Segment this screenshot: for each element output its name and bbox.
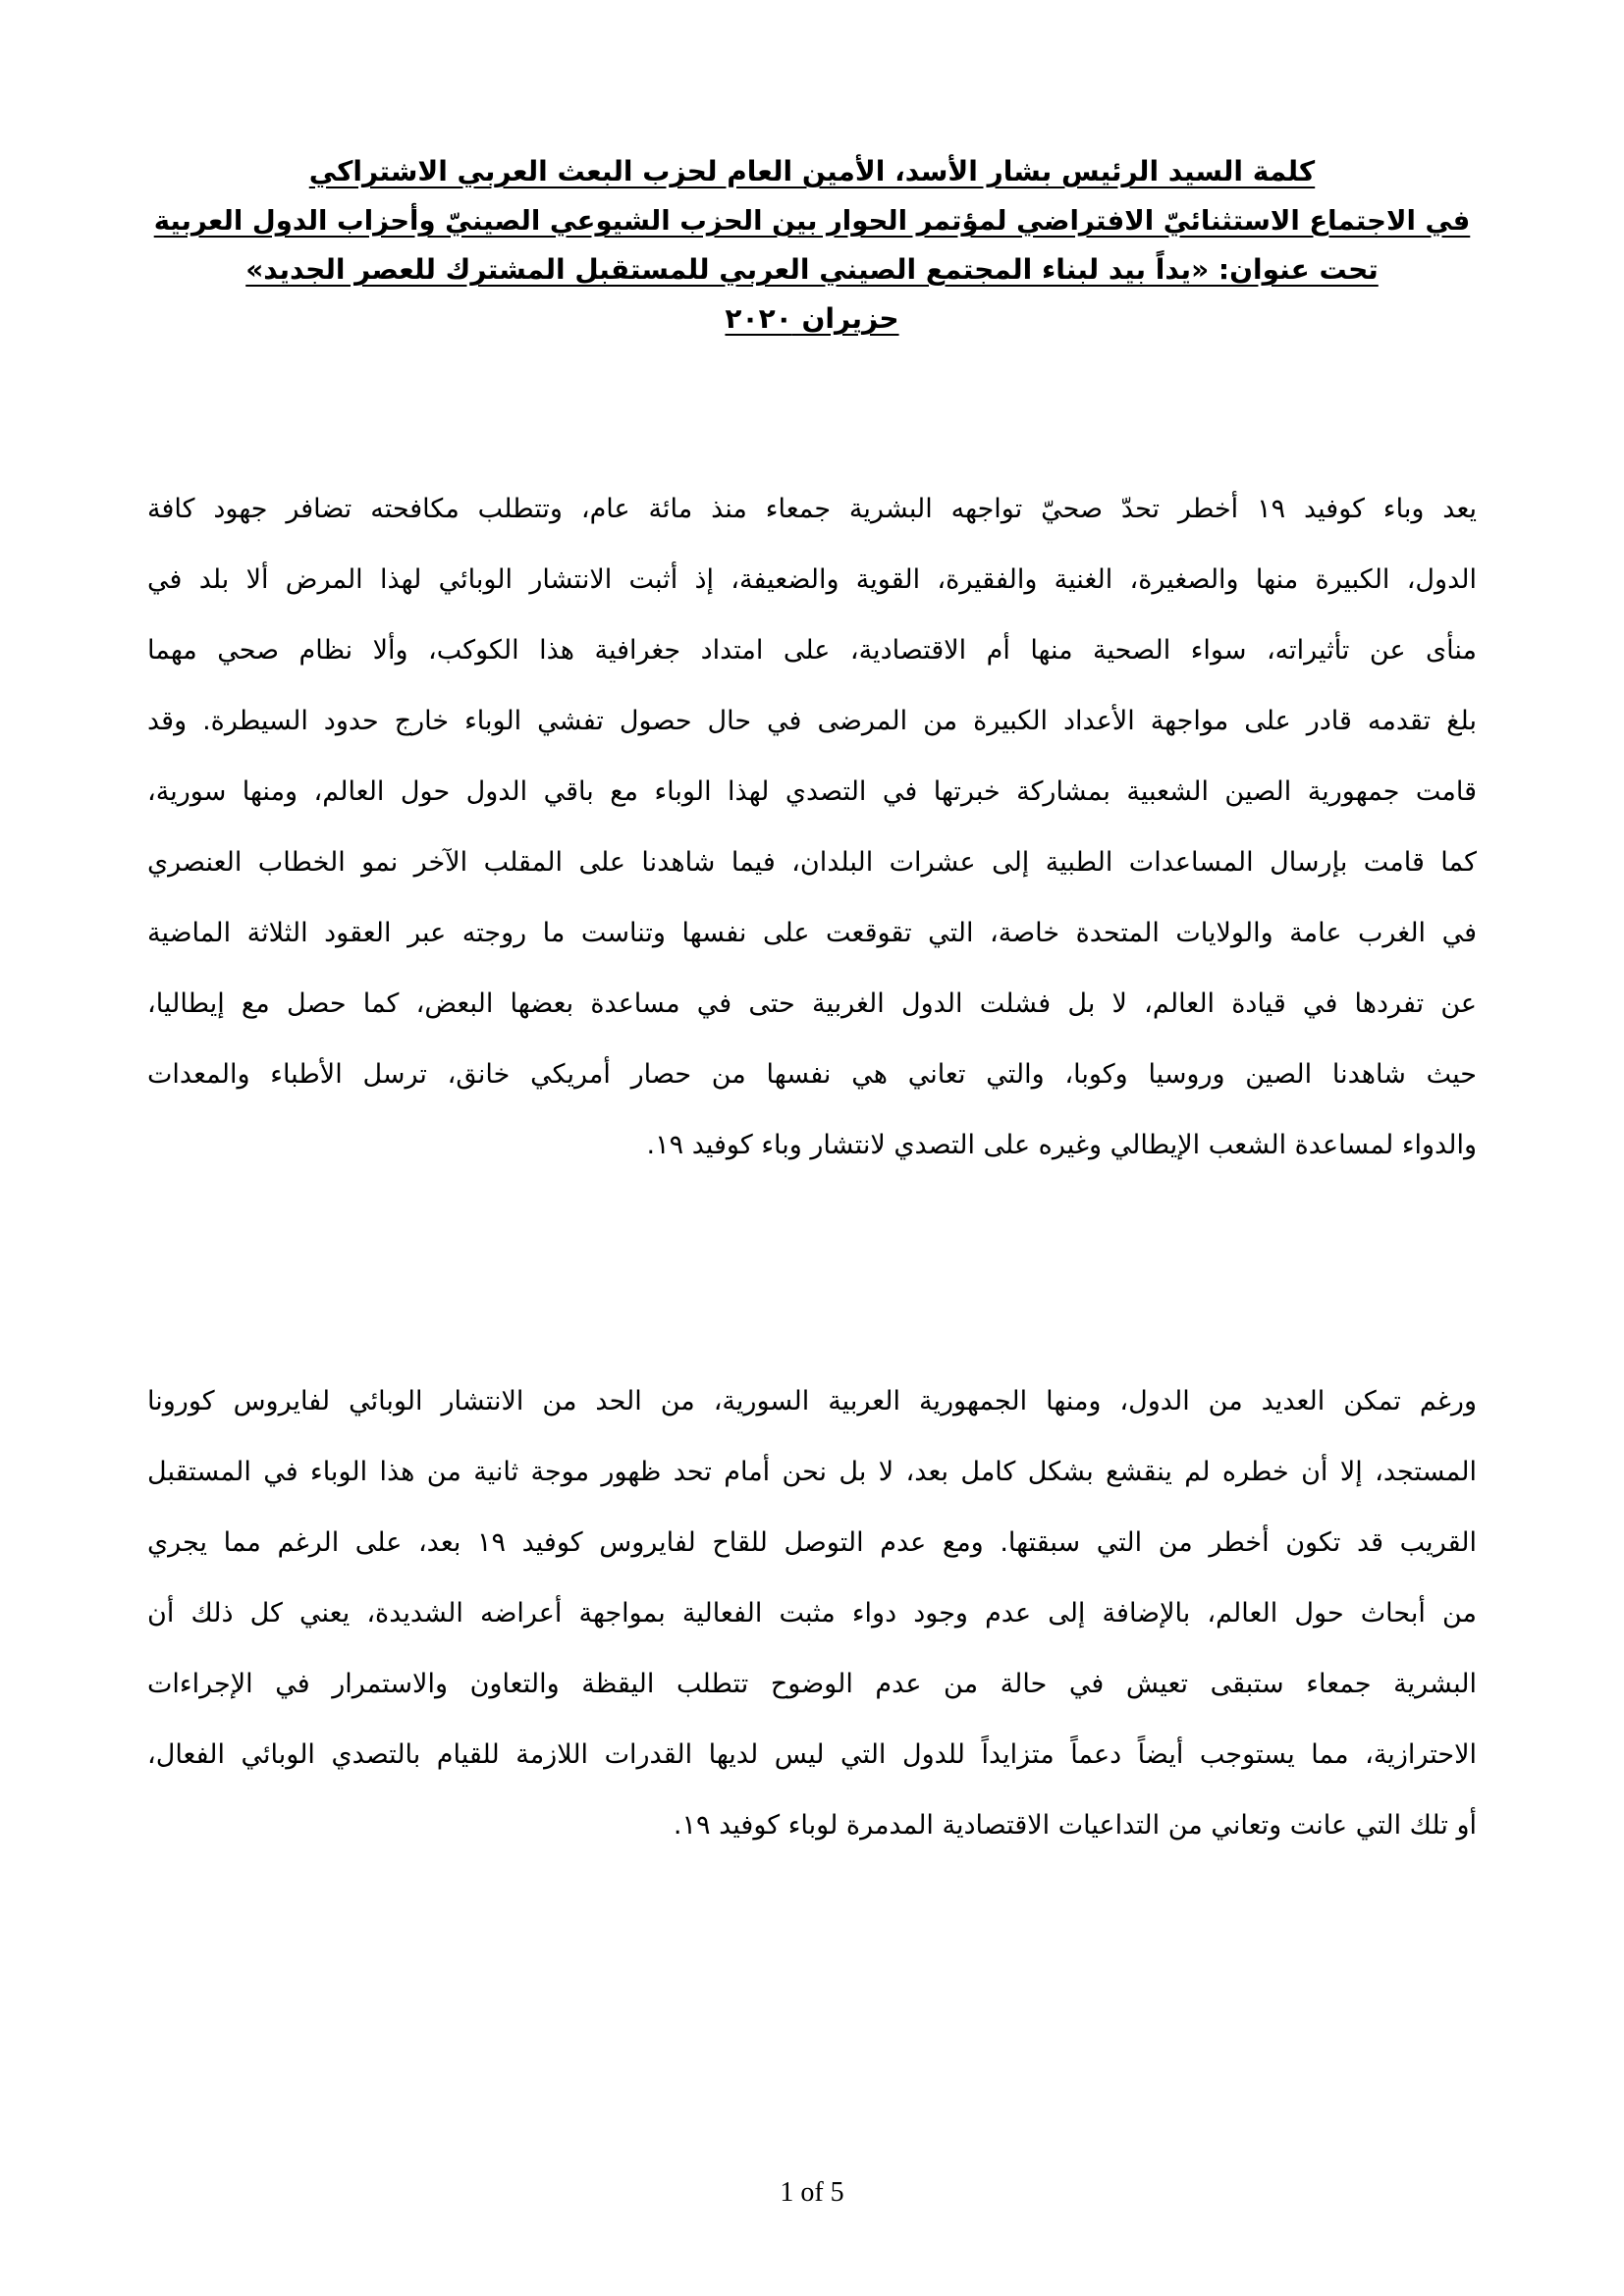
paragraph-line: القريب قد تكون أخطر من التي سبقتها. ومع عدم التوصل للقاح لفايروس كوفيد ١٩ بعد، على الرغم مما يجري <box>147 1527 1477 1558</box>
paragraph-line: الاحترازية، مما يستوجب أيضاً دعماً متزايداً للدول التي ليس لديها القدرات اللازمة للقيام بالتصدي الوبائي الفعال، <box>147 1739 1477 1770</box>
paragraph-line: البشرية جمعاء ستبقى تعيش في حالة من عدم الوضوح تتطلب اليقظة والتعاون والاستمرار في الإجراءات <box>147 1669 1477 1699</box>
title-line-2: في الاجتماع الاستثنائيّ الافتراضي لمؤتمر الحوار بين الحزب الشيوعي الصينيّ وأحزاب الدول العربية <box>153 205 1471 237</box>
page-number-footer: 1 of 5 <box>780 2177 844 2208</box>
title-line-3: تحت عنوان: «يداً بيد لبناء المجتمع الصيني العربي للمستقبل المشترك للعصر الجديد» <box>245 253 1379 286</box>
paragraph-line: حيث شاهدنا الصين وروسيا وكوبا، والتي تعاني هي نفسها من حصار أمريكي خانق، ترسل الأطباء والمعدات <box>147 1059 1477 1090</box>
paragraph-line: بلغ تقدمه قادر على مواجهة الأعداد الكبيرة من المرضى في حال حصول تفشي الوباء خارج حدود السيطرة. وقد <box>147 706 1477 736</box>
body-paragraph-2 <box>147 1366 1477 1861</box>
paragraph-line: في الغرب عامة والولايات المتحدة خاصة، التي تقوقعت على نفسها وتناست ما روجته عبر العقود الثلاثة الماضية <box>147 918 1477 948</box>
paragraph-line: من أبحاث حول العالم، بالإضافة إلى عدم وجود دواء مثبت الفعالية بمواجهة أعراضه الشديدة، يعني كل ذلك أن <box>147 1598 1477 1629</box>
document-title-block <box>147 147 1477 344</box>
paragraph-line: ورغم تمكن العديد من الدول، ومنها الجمهورية العربية السورية، من الحد من الانتشار الوبائي لفايروس كورونا <box>147 1386 1477 1416</box>
paragraph-line: يعد وباء كوفيد ١٩ أخطر تحدّ صحيّ تواجهه البشرية جمعاء منذ مائة عام، وتتطلب مكافحته تضافر جهود كافة <box>147 494 1477 524</box>
paragraph-line: كما قامت بإرسال المساعدات الطبية إلى عشرات البلدان، فيما شاهدنا على المقلب الآخر نمو الخطاب العنصري <box>147 847 1477 878</box>
paragraph-line: الدول، الكبيرة منها والصغيرة، الغنية والفقيرة، القوية والضعيفة، إذ أثبت الانتشار الوبائي لهذا المرض ألا بلد في <box>147 564 1477 595</box>
paragraph-line: منأى عن تأثيراته، سواء الصحية منها أم الاقتصادية، على امتداد جغرافية هذا الكوكب، وألا نظام صحي مهما <box>147 635 1477 666</box>
paragraph-line: المستجد، إلا أن خطره لم ينقشع بشكل كامل بعد، لا بل نحن أمام تحد ظهور موجة ثانية من هذا الوباء في المستقبل <box>147 1457 1477 1487</box>
title-line-1: كلمة السيد الرئيس بشار الأسد، الأمين العام لحزب البعث العربي الاشتراكي <box>308 155 1316 187</box>
paragraph-line: قامت جمهورية الصين الشعبية بمشاركة خبرتها في التصدي لهذا الوباء مع باقي الدول حول العالم، ومنها سورية، <box>147 776 1477 807</box>
paragraph-line: أو تلك التي عانت وتعاني من التداعيات الاقتصادية المدمرة لوباء كوفيد ١٩. <box>673 1810 1477 1841</box>
body-paragraph-1 <box>147 474 1477 1181</box>
paragraph-line: والدواء لمساعدة الشعب الإيطالي وغيره على التصدي لانتشار وباء كوفيد ١٩. <box>646 1130 1477 1160</box>
paragraph-line: عن تفردها في قيادة العالم، لا بل فشلت الدول الغربية حتى في مساعدة بعضها البعض، كما حصل مع إيطاليا، <box>147 988 1477 1019</box>
title-date-line: حزيران ٢٠٢٠ <box>725 302 899 335</box>
